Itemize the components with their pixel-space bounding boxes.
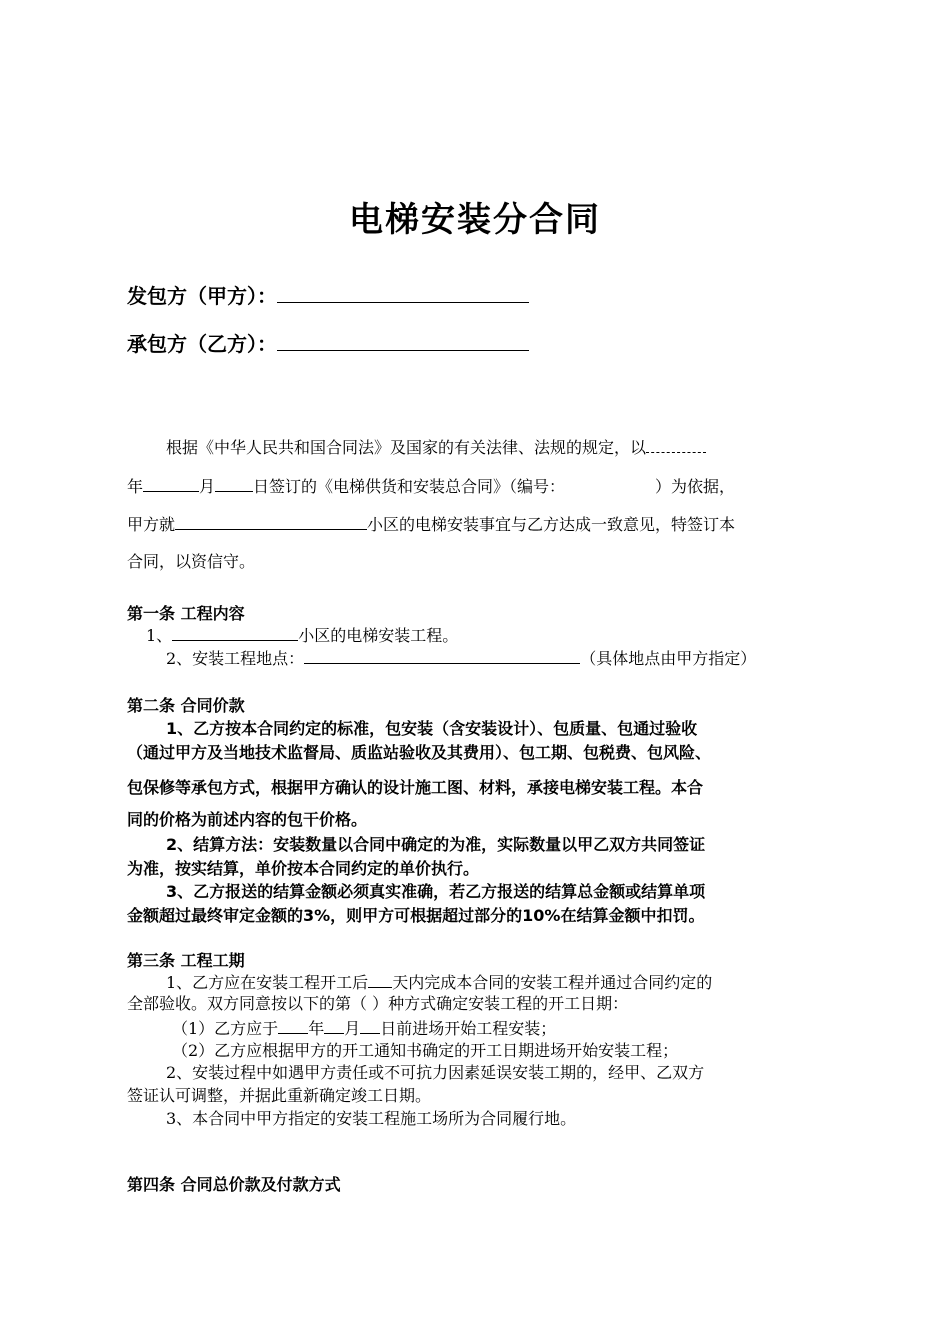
- article-1-item-1-num: 1、: [146, 626, 173, 645]
- party-b-blank[interactable]: [277, 330, 529, 351]
- intro-line-3: [127, 513, 735, 535]
- article-3-days-blank[interactable]: [368, 971, 392, 988]
- page-title: 电梯安装分合同: [349, 200, 601, 240]
- article-3-p1-line-1: [166, 971, 712, 993]
- intro-line-1: [166, 436, 706, 458]
- article-2-heading: 第二条 合同价款: [127, 696, 245, 715]
- party-b-label: 承包方（乙方）：: [127, 332, 277, 356]
- intro-month-input[interactable]: [215, 475, 253, 492]
- article-3-p1-line-2: 全部验收。双方同意按以下的第（ ）种方式确定安装工程的开工日期：: [127, 994, 629, 1013]
- article-3-p1-text-1: 1、乙方应在安装工程开工后: [166, 973, 369, 992]
- article-1-item-1: [146, 624, 458, 646]
- article-3-p3: 3、本合同中甲方指定的安装工程施工场所为合同履行地。: [166, 1109, 577, 1128]
- article-3-p2-line-1: 2、安装过程中如遇甲方责任或不可抗力因素延误安装工期的，经甲、乙双方: [166, 1063, 705, 1082]
- article-3-option-1-month-blank[interactable]: [324, 1017, 344, 1034]
- article-1-item-1-text: 小区的电梯安装工程。: [298, 626, 459, 645]
- intro-text-3: ）为依据，: [655, 477, 736, 496]
- article-3-option-1-month: 月: [344, 1019, 361, 1038]
- intro-year-blank[interactable]: [646, 436, 706, 453]
- article-3-option-1: [172, 1017, 556, 1039]
- article-4-heading: 第四条 合同总价款及付款方式: [127, 1175, 341, 1194]
- party-b-line: [127, 328, 529, 357]
- article-2-p2-line-2: 为准，按实结算，单价按本合同约定的单价执行。: [127, 859, 480, 878]
- intro-text-4: 甲方就: [127, 515, 176, 534]
- intro-community-blank[interactable]: [175, 513, 367, 530]
- intro-text-5: 小区的电梯安装事宜与乙方达成一致意见，特签订本: [367, 515, 736, 534]
- article-3-p2-line-2: 签证认可调整，并据此重新确定竣工日期。: [127, 1086, 432, 1105]
- article-2-p1-line-4: 同的价格为前述内容的包干价格。: [127, 810, 368, 829]
- article-3-option-2: （2）乙方应根据甲方的开工通知书确定的开工日期进场开始安装工程；: [172, 1041, 679, 1060]
- intro-year-label: 年: [127, 477, 144, 496]
- intro-month-label: 月: [199, 477, 216, 496]
- article-3-option-1-year-blank[interactable]: [278, 1017, 308, 1034]
- article-2-p3-line-2: 金额超过最终审定金额的3%，则甲方可根据超过部分的10%在结算金额中扣罚。: [127, 906, 705, 925]
- article-2-p3-line-1: 3、乙方报送的结算金额必须真实准确，若乙方报送的结算总金额或结算单项: [166, 882, 706, 901]
- article-2-p2-line-1: 2、结算方法：安装数量以合同中确定的为准，实际数量以甲乙双方共同签证: [166, 835, 706, 854]
- intro-line-2: [127, 475, 735, 497]
- party-a-line: [127, 280, 529, 309]
- article-3-option-1-rest: 日前进场开始工程安装；: [380, 1019, 557, 1038]
- article-3-option-1-text: （1）乙方应于: [172, 1019, 279, 1038]
- article-2-p1-line-2: （通过甲方及当地技术监督局、质监站验收及其费用）、包工期、包税费、包风险、: [127, 743, 712, 762]
- party-a-blank[interactable]: [277, 282, 529, 303]
- article-1-heading: 第一条 工程内容: [127, 604, 245, 623]
- article-1-item-2-note: （具体地点由甲方指定）: [580, 649, 757, 668]
- article-1-item-2: [166, 647, 756, 669]
- article-1-location-blank[interactable]: [304, 647, 580, 664]
- article-3-option-1-year: 年: [308, 1019, 325, 1038]
- intro-text-1: 根据《中华人民共和国合同法》及国家的有关法律、法规的规定，以: [166, 438, 647, 457]
- intro-line-4: 合同，以资信守。: [127, 552, 256, 571]
- article-1-community-blank[interactable]: [172, 624, 298, 641]
- article-3-p1-text-2: 天内完成本合同的安装工程并通过合同约定的: [392, 973, 713, 992]
- intro-year-input[interactable]: [143, 475, 199, 492]
- article-1-item-2-label: 2、安装工程地点：: [166, 649, 305, 668]
- article-2-p1-line-3: 包保修等承包方式，根据甲方确认的设计施工图、材料，承接电梯安装工程。本合: [127, 778, 704, 797]
- party-a-label: 发包方（甲方）：: [127, 284, 277, 308]
- article-3-option-1-day-blank[interactable]: [360, 1017, 380, 1034]
- article-3-heading: 第三条 工程工期: [127, 951, 245, 970]
- intro-text-2: 日签订的《电梯供货和安装总合同》（编号：: [253, 477, 566, 496]
- article-2-p1-line-1: 1、乙方按本合同约定的标准，包安装（含安装设计）、包质量、包通过验收: [166, 719, 698, 738]
